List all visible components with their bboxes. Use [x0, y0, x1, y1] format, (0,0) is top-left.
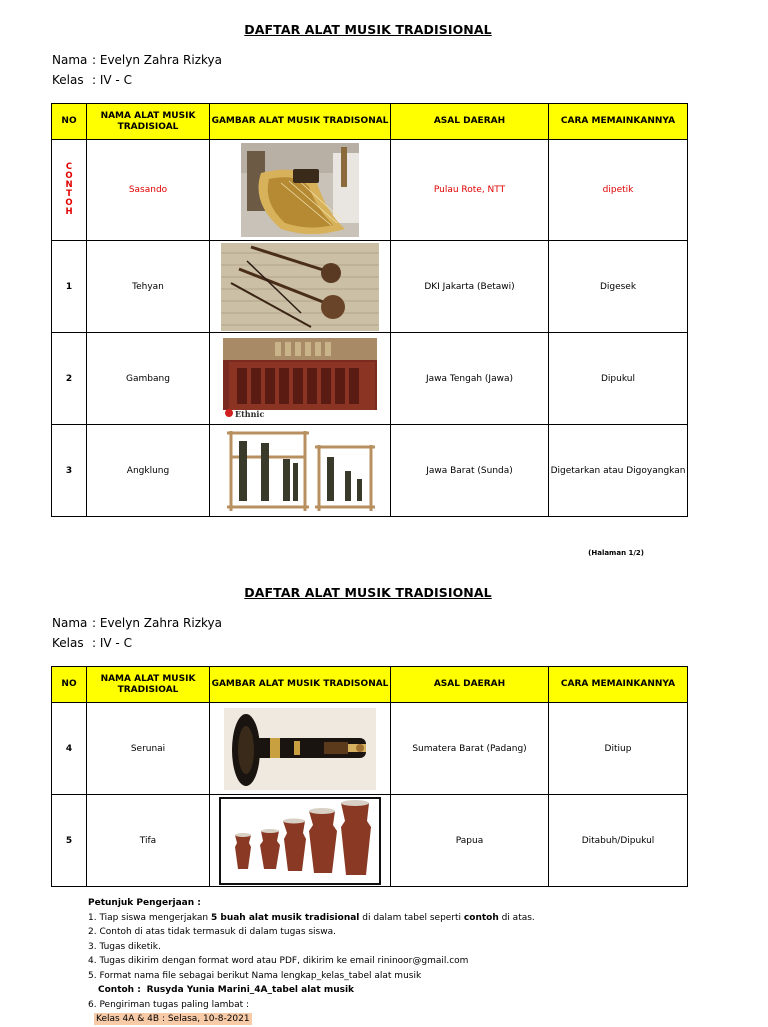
deadline-highlight: Kelas 4A & 4B : Selasa, 10-8-2021 [96, 1014, 250, 1024]
contoh-letter: N [65, 180, 73, 190]
instructions-heading: Petunjuk Pengerjaan : [88, 898, 201, 908]
play-method: Ditiup [549, 703, 688, 795]
class-line [52, 73, 132, 87]
instrument-image-cell [210, 795, 391, 887]
kelas-label: Kelas [52, 636, 84, 650]
class-line [52, 636, 132, 650]
row-number: 5 [52, 795, 87, 887]
example-filename: Rusyda Yunia Marini_4A_tabel alat musik [146, 985, 355, 995]
contoh-letter: O [65, 171, 73, 181]
instruction-item-3: 3. Tugas diketik. [88, 941, 161, 952]
kelas-label: Kelas [52, 73, 84, 87]
example-label: Contoh : [98, 985, 141, 995]
tehyan-image [221, 243, 379, 331]
contoh-letters [52, 163, 86, 217]
header-origin: ASAL DAERAH [391, 104, 549, 140]
play-method: Digetarkan atau Digoyangkan [549, 425, 688, 517]
contoh-letter: C [65, 162, 73, 172]
student-name-line [52, 53, 222, 67]
header-no: NO [52, 104, 87, 140]
instruction-bold-text: 5 buah alat musik tradisional [210, 912, 360, 923]
instrument-table [51, 666, 688, 887]
document-title: DAFTAR ALAT MUSIK TRADISIONAL [244, 22, 492, 37]
play-method: dipetik [549, 140, 688, 241]
row-number: 1 [52, 241, 87, 333]
instruction-text: 1. Tiap siswa mengerjakan [88, 912, 211, 923]
instruction-item-1 [88, 911, 708, 926]
instrument-name: Tehyan [87, 241, 210, 333]
kelas-value: : IV - C [92, 636, 132, 650]
play-method: Digesek [549, 241, 688, 333]
instruction-bold-text: contoh [463, 912, 499, 923]
gambang-image [223, 338, 377, 420]
student-name-line [52, 616, 222, 630]
instrument-name: Sasando [87, 140, 210, 241]
table-row [52, 241, 688, 333]
instrument-image-cell [210, 703, 391, 795]
play-method: Ditabuh/Dipukul [549, 795, 688, 887]
nama-value: : Evelyn Zahra Rizkya [92, 616, 223, 630]
instruction-text: di atas. [498, 912, 535, 923]
contoh-letter: H [65, 207, 73, 217]
page-number-note: (Halaman 1/2) [588, 549, 644, 557]
header-method: CARA MEMAINKANNYA [549, 667, 688, 703]
table-row [52, 425, 688, 517]
header-image: GAMBAR ALAT MUSIK TRADISONAL [210, 667, 391, 703]
instrument-image-cell [210, 425, 391, 517]
instruction-item-6: 6. Pengiriman tugas paling lambat : [88, 999, 250, 1010]
header-method: CARA MEMAINKANNYA [549, 104, 688, 140]
row-number: 2 [52, 333, 87, 425]
header-image: GAMBAR ALAT MUSIK TRADISONAL [210, 104, 391, 140]
table-header-row [52, 667, 688, 703]
instrument-origin: Sumatera Barat (Padang) [391, 703, 549, 795]
nama-value: : Evelyn Zahra Rizkya [92, 53, 223, 67]
deadline-line [88, 1012, 708, 1027]
header-name: NAMA ALAT MUSIK TRADISIOAL [87, 104, 210, 140]
nama-label: Nama [52, 616, 88, 630]
row-number: 4 [52, 703, 87, 795]
instruction-item-5: 5. Format nama file sebagai berikut Nama lengkap_kelas_tabel alat musik [88, 970, 422, 981]
kelas-value: : IV - C [92, 73, 132, 87]
instrument-image-cell [210, 241, 391, 333]
tifa-image [219, 797, 381, 885]
sasando-image [241, 143, 359, 237]
play-method: Dipukul [549, 333, 688, 425]
contoh-letter: O [65, 198, 73, 208]
instrument-name: Serunai [87, 703, 210, 795]
instrument-name: Tifa [87, 795, 210, 887]
instrument-origin: DKI Jakarta (Betawi) [391, 241, 549, 333]
row-number: 3 [52, 425, 87, 517]
table-row [52, 703, 688, 795]
instruction-text: di dalam tabel seperti [359, 912, 464, 923]
header-no: NO [52, 667, 87, 703]
instruction-item-4: 4. Tugas dikirim dengan format word atau PDF, dikirim ke email rininoor@gmail.com [88, 956, 469, 966]
instrument-origin: Jawa Tengah (Jawa) [391, 333, 549, 425]
table-row [52, 140, 688, 241]
instrument-image-cell [210, 140, 391, 241]
header-name: NAMA ALAT MUSIK TRADISIOAL [87, 667, 210, 703]
contoh-letter: T [66, 189, 72, 199]
instructions [88, 896, 708, 1027]
serunai-image [224, 708, 376, 790]
instrument-origin: Jawa Barat (Sunda) [391, 425, 549, 517]
instrument-name: Angklung [87, 425, 210, 517]
table-header-row [52, 104, 688, 140]
nama-label: Nama [52, 53, 88, 67]
instrument-origin: Papua [391, 795, 549, 887]
header-origin: ASAL DAERAH [391, 667, 549, 703]
table-row [52, 333, 688, 425]
instruction-example [88, 983, 708, 998]
document-title: DAFTAR ALAT MUSIK TRADISIONAL [244, 585, 492, 600]
instrument-origin: Pulau Rote, NTT [391, 140, 549, 241]
instruction-item-2: 2. Contoh di atas tidak termasuk di dalam tugas siswa. [88, 927, 336, 937]
contoh-vertical-label [52, 140, 87, 241]
table-row [52, 795, 688, 887]
instrument-image-cell [210, 333, 391, 425]
angklung-image [225, 427, 375, 515]
instrument-table [51, 103, 688, 517]
gambang-image-caption: Ethnic [235, 408, 265, 419]
instrument-name: Gambang [87, 333, 210, 425]
